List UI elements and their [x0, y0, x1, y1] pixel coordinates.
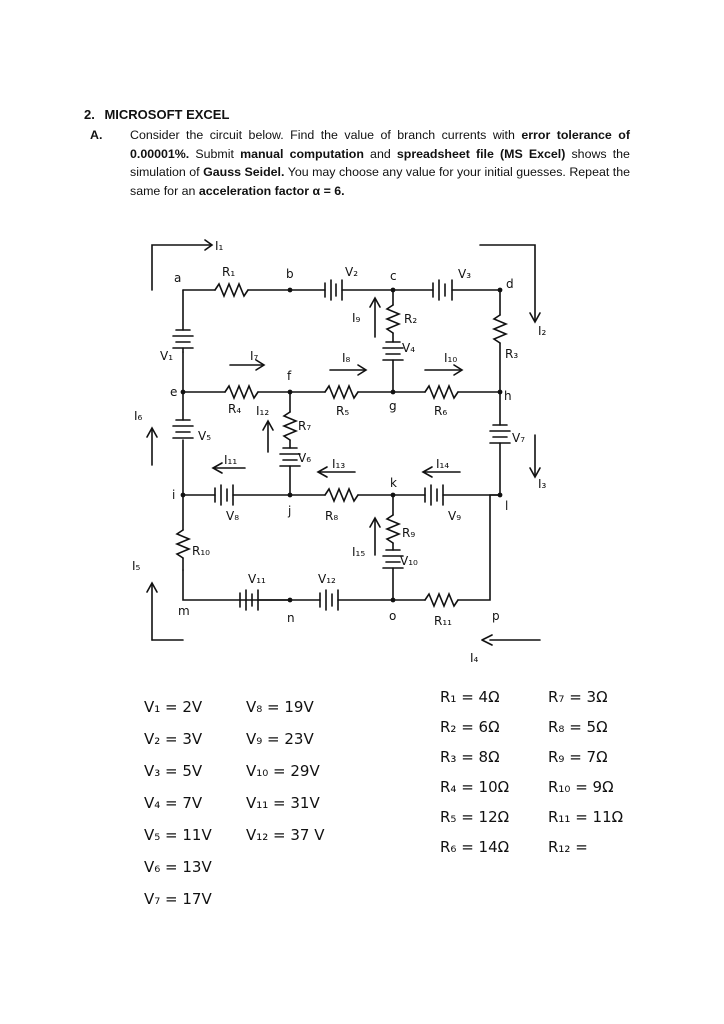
- value-r2: R₂ = 6Ω: [440, 718, 500, 736]
- resistor-r9: [387, 515, 399, 543]
- resistors-col1: [440, 688, 509, 856]
- battery-v3: [433, 280, 452, 300]
- label-i14: I₁₄: [436, 457, 450, 471]
- node-n: n: [287, 611, 295, 625]
- value-r1: R₁ = 4Ω: [440, 688, 500, 706]
- label-i3: I₃: [538, 477, 547, 491]
- battery-v6: [280, 448, 300, 466]
- value-r11: R₁₁ = 11Ω: [548, 808, 624, 826]
- battery-v4: [383, 342, 403, 360]
- node-c: c: [390, 269, 397, 283]
- battery-v8: [215, 485, 233, 505]
- problem-text-9: You may choose any value for your initial guesses. Repeat the same for an: [130, 165, 631, 198]
- label-v10: V₁₀: [400, 554, 418, 568]
- battery-v5: [173, 420, 193, 438]
- label-v5: V₅: [198, 429, 212, 443]
- manual-computation: manual computation: [240, 146, 364, 161]
- node-p: p: [492, 609, 500, 623]
- label-i7: I₇: [250, 349, 259, 363]
- value-v11: V₁₁ = 31V: [246, 794, 320, 812]
- node-f: f: [287, 369, 292, 383]
- value-v5: V₅ = 11V: [144, 826, 212, 844]
- node-k: k: [390, 476, 397, 490]
- value-r3: R₃ = 8Ω: [440, 748, 500, 766]
- node-i: i: [172, 488, 176, 502]
- value-v1: V₁ = 2V: [144, 698, 203, 716]
- value-r8: R₈ = 5Ω: [548, 718, 608, 736]
- label-v11: V₁₁: [248, 572, 266, 586]
- label-i15: I₁₅: [352, 545, 366, 559]
- label-r7: R₇: [298, 419, 312, 433]
- value-r10: R₁₀ = 9Ω: [548, 778, 614, 796]
- node-e: e: [170, 385, 178, 399]
- problem-label: A.: [90, 128, 103, 142]
- value-r9: R₉ = 7Ω: [548, 748, 608, 766]
- resistor-r3: [494, 315, 506, 343]
- spreadsheet-file: spreadsheet file (MS Excel): [396, 146, 566, 161]
- label-i6: I₆: [134, 409, 143, 423]
- label-i4: I₄: [470, 651, 479, 665]
- voltages-col1: [144, 698, 212, 908]
- label-i1: I₁: [215, 239, 224, 253]
- acceleration-factor: acceleration factor α = 6.: [198, 183, 345, 198]
- gauss-seidel: Gauss Seidel.: [203, 165, 285, 179]
- resistor-r5: [325, 386, 358, 398]
- label-v7: V₇: [512, 431, 526, 445]
- node-j: j: [288, 504, 292, 518]
- node-h: h: [504, 389, 512, 403]
- value-r5: R₅ = 12Ω: [440, 808, 510, 826]
- label-r9: R₉: [402, 526, 416, 540]
- label-r3: R₃: [505, 347, 519, 361]
- value-r12: R₁₂ =: [548, 838, 588, 856]
- label-i12: I₁₂: [256, 404, 270, 418]
- battery-v12: [320, 590, 338, 610]
- resistors-col2: [548, 688, 623, 856]
- label-v1: V₁: [160, 349, 174, 363]
- label-v4: V₄: [402, 341, 416, 355]
- label-i10: I₁₀: [444, 351, 458, 365]
- label-r10: R₁₀: [192, 544, 210, 558]
- label-r5: R₅: [336, 404, 350, 418]
- node-g: g: [389, 399, 397, 413]
- node-a: a: [174, 271, 182, 285]
- label-v9: V₉: [448, 509, 462, 523]
- label-v3: V₃: [458, 267, 472, 281]
- battery-v1: [173, 330, 193, 348]
- node-d: d: [506, 277, 514, 291]
- label-r6: R₆: [434, 404, 448, 418]
- value-v8: V₈ = 19V: [246, 698, 314, 716]
- value-v4: V₄ = 7V: [144, 794, 203, 812]
- node-m: m: [178, 604, 190, 618]
- value-v2: V₂ = 3V: [144, 730, 203, 748]
- label-r2: R₂: [404, 312, 418, 326]
- value-v12: V₁₂ = 37 V: [246, 826, 325, 844]
- battery-v7: [490, 425, 510, 443]
- value-r7: R₇ = 3Ω: [548, 688, 608, 706]
- resistor-r2: [387, 305, 399, 333]
- value-v9: V₉ = 23V: [246, 730, 314, 748]
- problem-text-3: Submit: [195, 146, 234, 161]
- voltages-col2: [246, 698, 325, 844]
- value-v6: V₆ = 13V: [144, 858, 212, 876]
- battery-v2: [325, 280, 342, 300]
- section-number: 2.: [84, 107, 95, 122]
- label-v8: V₈: [226, 509, 240, 523]
- label-v6: V₆: [298, 451, 312, 465]
- resistor-r8: [325, 489, 358, 501]
- label-i13: I₁₃: [332, 457, 346, 471]
- problem-text-7: shows the simulation of: [130, 146, 630, 179]
- label-i2: I₂: [538, 324, 547, 338]
- resistor-r4: [225, 386, 258, 398]
- label-r1: R₁: [222, 265, 236, 279]
- label-i5: I₅: [132, 559, 141, 573]
- value-v10: V₁₀ = 29V: [246, 762, 320, 780]
- resistor-r11: [425, 594, 458, 606]
- error-tolerance: error tolerance of 0.00001%.: [130, 128, 630, 161]
- battery-v9: [425, 485, 443, 505]
- resistor-r6: [425, 386, 458, 398]
- label-v2: V₂: [345, 265, 359, 279]
- value-r6: R₆ = 14Ω: [440, 838, 510, 856]
- resistor-r1: [215, 284, 248, 296]
- label-i8: I₈: [342, 351, 351, 365]
- node-o: o: [389, 609, 397, 623]
- label-r4: R₄: [228, 402, 242, 416]
- label-v12: V₁₂: [318, 572, 336, 586]
- node-b: b: [286, 267, 294, 281]
- problem-text-1: Consider the circuit below. Find the value of branch currents with: [130, 128, 515, 142]
- label-r11: R₁₁: [434, 614, 452, 628]
- value-r4: R₄ = 10Ω: [440, 778, 510, 796]
- resistor-r10: [177, 530, 189, 558]
- value-v3: V₃ = 5V: [144, 762, 203, 780]
- resistor-r7: [284, 412, 296, 440]
- problem-text-5: and: [370, 146, 391, 161]
- label-i9: I₉: [352, 311, 361, 325]
- section-title: MICROSOFT EXCEL: [104, 107, 230, 122]
- node-l: l: [505, 499, 509, 513]
- label-i11: I₁₁: [224, 453, 238, 467]
- value-v7: V₇ = 17V: [144, 890, 212, 908]
- label-r8: R₈: [325, 509, 339, 523]
